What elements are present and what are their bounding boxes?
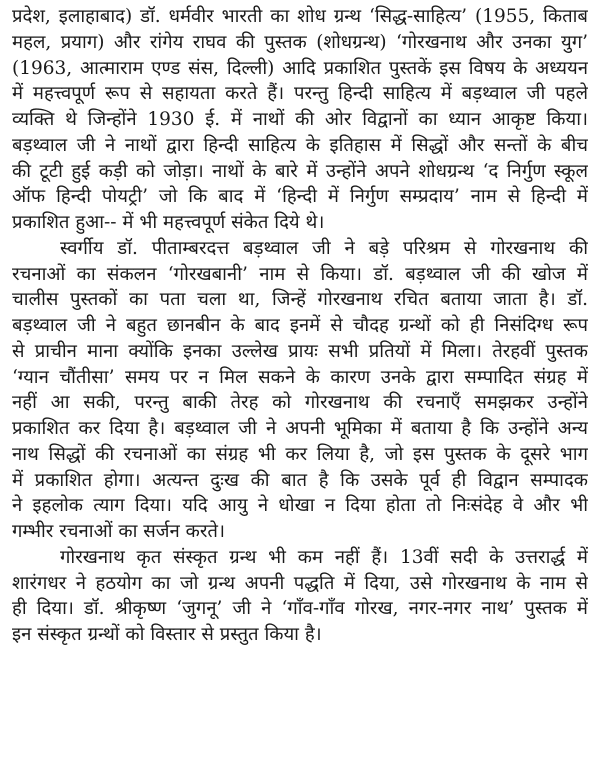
text-line: नाथ सिद्धों की रचनाओं का संग्रह भी कर लिया है, जो इस पुस्तक के दूसरे भाग bbox=[12, 443, 588, 465]
text-line: गोरखनाथ कृत संस्कृत ग्रन्थ भी कम नहीं हैं। 13वीं सदी के उत्तरार्द्ध में bbox=[60, 546, 588, 568]
text-line: प्रदेश, इलाहाबाद) डॉ. धर्मवीर भारती का शोध ग्रन्थ ‘सिद्ध-साहित्य’ (1955, किताब bbox=[12, 6, 588, 27]
text-line: ‘ग्यान चौंतीसा’ समय पर न मिल सकने के कारण उनके द्वारा सम्पादित संग्रह में bbox=[12, 366, 588, 388]
text-line: प्रकाशित हुआ-- में भी महत्त्वपूर्ण संकेत दिये थे। bbox=[12, 212, 325, 233]
text-line: बड़थ्वाल जी ने बहुत छानबीन के बाद इनमें से चौदह ग्रन्थों को ही निसंदिग्ध रूप bbox=[12, 315, 588, 336]
text-line: शारंगधर ने हठयोग का जो ग्रन्थ अपनी पद्धति में दिया, उसे गोरखनाथ के नाम से bbox=[12, 572, 588, 594]
text-line: स्वर्गीय डॉ. पीताम्बरदत्त बड़थ्वाल जी ने बड़े परिश्रम से गोरखनाथ की bbox=[60, 237, 588, 259]
text-line: चालीस पुस्तकों का पता चला था, जिन्हें गोरखनाथ रचित बताया जाता है। डॉ. bbox=[12, 289, 588, 311]
text-line: महल, प्रयाग) और रांगेय राघव की पुस्तक (शोधग्रन्थ) ‘गोरखनाथ और उनका युग’ bbox=[12, 31, 588, 53]
paragraph bbox=[12, 4, 588, 236]
text-line: ने इहलोक त्याग दिया। यदि आयु ने धोखा न दिया होता तो निःसंदेह वे और भी bbox=[12, 495, 588, 517]
text-line: ऑफ हिन्दी पोयट्री’ जो कि बाद में ‘हिन्दी में निर्गुण सम्प्रदाय’ नाम से हिन्दी में bbox=[12, 186, 588, 208]
document-page bbox=[12, 4, 588, 648]
paragraph bbox=[12, 236, 588, 545]
text-line: ही दिया। डॉ. श्रीकृष्ण ‘जुगनू’ जी ने ‘गाँव-गाँव गोरख, नगर-नगर नाथ’ पुस्तक में bbox=[12, 598, 588, 620]
text-line: में प्रकाशित होगा। अत्यन्त दुःख की बात है कि उसके पूर्व ही विद्वान सम्पादक bbox=[12, 469, 588, 491]
text-line: व्यक्ति थे जिन्होंने 1930 ई. में नाथों की ओर विद्वानों का ध्यान आकृष्ट किया। bbox=[12, 109, 588, 130]
text-line: गम्भीर रचनाओं का सर्जन करते। bbox=[12, 521, 225, 542]
text-line: की टूटी हुई कड़ी को जोड़ा। नाथों के बारे में उन्होंने अपने शोधग्रन्थ ‘द निर्गुण स्कूल bbox=[12, 160, 588, 182]
text-line: इन संस्कृत ग्रन्थों को विस्तार से प्रस्तुत किया है। bbox=[12, 624, 322, 645]
text-line: नहीं आ सकी, परन्तु बाकी तेरह को गोरखनाथ की रचनाएँ समझकर उन्होंने bbox=[12, 392, 588, 414]
text-line: (1963, आत्माराम एण्ड संस, दिल्ली) आदि प्रकाशित पुस्तकें इस विषय के अध्ययन bbox=[12, 57, 588, 79]
text-line: रचनाओं का संकलन ‘गोरखबानी’ नाम से किया। डॉ. बड़थ्वाल जी की खोज में bbox=[12, 263, 588, 285]
text-line: से प्राचीन माना क्योंकि इनका उल्लेख प्रायः सभी प्रतियों में मिला। तेरहवीं पुस्तक bbox=[12, 340, 588, 362]
text-line: में महत्त्वपूर्ण रूप से सहायता करते हैं। परन्तु हिन्दी साहित्य में बड़थ्वाल जी पहले bbox=[12, 83, 588, 105]
paragraph bbox=[12, 545, 588, 648]
text-line: बड़थ्वाल जी ने नाथों द्वारा हिन्दी साहित्य के इतिहास में सिद्धों और सन्तों के बीच bbox=[12, 134, 588, 156]
text-line: प्रकाशित कर दिया है। बड़थ्वाल जी ने अपनी भूमिका में बताया है कि उन्होंने अन्य bbox=[12, 418, 588, 439]
